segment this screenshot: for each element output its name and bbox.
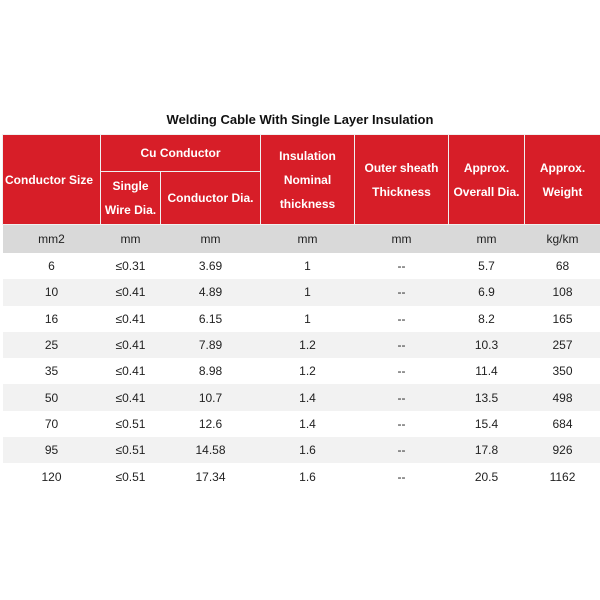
table-body	[3, 225, 600, 490]
table-cell: 3.69	[198, 259, 223, 274]
table-cell: 10.3	[449, 332, 525, 358]
table-cell: --	[397, 311, 406, 326]
units-row	[3, 225, 600, 254]
table-cell: 10	[3, 279, 101, 305]
header-insulation-line-2: Nominal	[283, 172, 332, 187]
table-cell: 6.15	[198, 311, 223, 326]
table-cell: ≤0.51	[101, 437, 161, 463]
table-cell: 1162	[549, 469, 576, 484]
table-cell: 16	[44, 311, 59, 326]
table-row	[3, 253, 600, 279]
table-cell: 17.8	[449, 437, 525, 463]
table-cell: 14.58	[161, 437, 261, 463]
table-cell: 498	[525, 384, 600, 410]
table-cell: 8.98	[198, 364, 223, 379]
table-cell: --	[397, 259, 406, 274]
table-cell: 1	[304, 311, 311, 326]
header-approx-weight	[525, 135, 600, 225]
header-conductor-dia: Conductor Dia.	[161, 172, 261, 225]
header-overall-dia-line-1: Approx.	[463, 160, 510, 175]
table-cell: ≤0.51	[115, 469, 146, 484]
table-cell: 95	[3, 437, 101, 463]
table-cell: 4.89	[161, 279, 261, 305]
table-row	[3, 411, 600, 437]
table-cell: 350	[552, 364, 573, 379]
unit-cell: kg/km	[525, 225, 600, 254]
table-cell: ≤0.41	[115, 364, 146, 379]
table-cell: 10.7	[161, 384, 261, 410]
unit-cell: mm	[101, 225, 161, 254]
table-header	[3, 135, 600, 225]
table-cell: 12.6	[198, 416, 223, 431]
table-cell: ≤0.51	[115, 416, 146, 431]
header-outer-sheath-line-2: Thickness	[372, 184, 431, 199]
table-cell: 20.5	[474, 469, 499, 484]
header-weight-line-1: Approx.	[539, 160, 586, 175]
table-cell: 1.4	[299, 416, 316, 431]
table-cell: 1.2	[261, 332, 355, 358]
table-cell: 68	[555, 259, 570, 274]
table-cell: 13.5	[449, 384, 525, 410]
header-weight-line-2: Weight	[542, 184, 583, 199]
table-cell: 257	[525, 332, 600, 358]
table-title: Welding Cable With Single Layer Insulation	[166, 112, 434, 127]
table-cell: --	[355, 384, 449, 410]
table-cell: 8.2	[478, 311, 495, 326]
header-insulation-line-3: thickness	[279, 196, 336, 211]
header-outer-sheath-line-1: Outer sheath	[364, 160, 439, 175]
table-cell: 1.2	[299, 364, 316, 379]
table-cell: 1.4	[261, 384, 355, 410]
table-cell: 50	[3, 384, 101, 410]
table-row	[3, 437, 600, 463]
header-conductor-size: Conductor Size	[3, 135, 101, 225]
table-cell: ≤0.41	[101, 384, 161, 410]
table-cell: 684	[552, 416, 573, 431]
header-overall-dia-line-2: Overall Dia.	[453, 184, 520, 199]
table-row	[3, 279, 600, 305]
table-cell: 165	[552, 311, 573, 326]
table-cell: 6.9	[449, 279, 525, 305]
header-single-wire-line-1: Single	[112, 179, 149, 193]
header-cu-conductor: Cu Conductor	[101, 135, 261, 172]
table-cell: 1.6	[299, 469, 316, 484]
unit-cell: mm	[161, 225, 261, 254]
table-cell: 6	[48, 259, 55, 274]
table-cell: --	[355, 332, 449, 358]
table-cell: ≤0.31	[115, 259, 146, 274]
table-row	[3, 306, 600, 332]
table-cell: ≤0.41	[115, 311, 146, 326]
unit-cell: mm2	[3, 225, 101, 254]
table-cell: 108	[525, 279, 600, 305]
table-cell: 1	[261, 279, 355, 305]
header-single-wire-line-2: Wire Dia.	[104, 203, 157, 217]
table-cell: --	[397, 416, 406, 431]
table-cell: 5.7	[478, 259, 495, 274]
table-cell: --	[355, 437, 449, 463]
table-cell: 120	[41, 469, 62, 484]
table-cell: 1.6	[261, 437, 355, 463]
table-cell: 25	[3, 332, 101, 358]
table-row	[3, 384, 600, 410]
unit-cell: mm	[449, 225, 525, 254]
header-single-wire-dia	[101, 172, 161, 225]
table-cell: 15.4	[474, 416, 499, 431]
table-cell: 1	[304, 259, 311, 274]
table-cell: 7.89	[161, 332, 261, 358]
table-cell: 926	[525, 437, 600, 463]
header-insulation-line-1: Insulation	[279, 148, 336, 163]
table-cell: 70	[44, 416, 59, 431]
unit-cell: mm	[261, 225, 355, 254]
table-cell: 35	[44, 364, 59, 379]
table-cell: ≤0.41	[101, 279, 161, 305]
header-outer-sheath-thickness	[355, 135, 449, 225]
table-cell: 17.34	[195, 469, 226, 484]
table-cell: 11.4	[475, 364, 498, 379]
table-row	[3, 463, 600, 489]
table-cell: --	[397, 469, 406, 484]
table-cell: ≤0.41	[101, 332, 161, 358]
table-cell: --	[397, 364, 406, 379]
table-row	[3, 332, 600, 358]
header-insulation-thickness	[261, 135, 355, 225]
header-approx-overall-dia	[449, 135, 525, 225]
welding-cable-spec-table	[2, 134, 600, 490]
table-cell: --	[355, 279, 449, 305]
unit-cell: mm	[355, 225, 449, 254]
table-row	[3, 358, 600, 384]
